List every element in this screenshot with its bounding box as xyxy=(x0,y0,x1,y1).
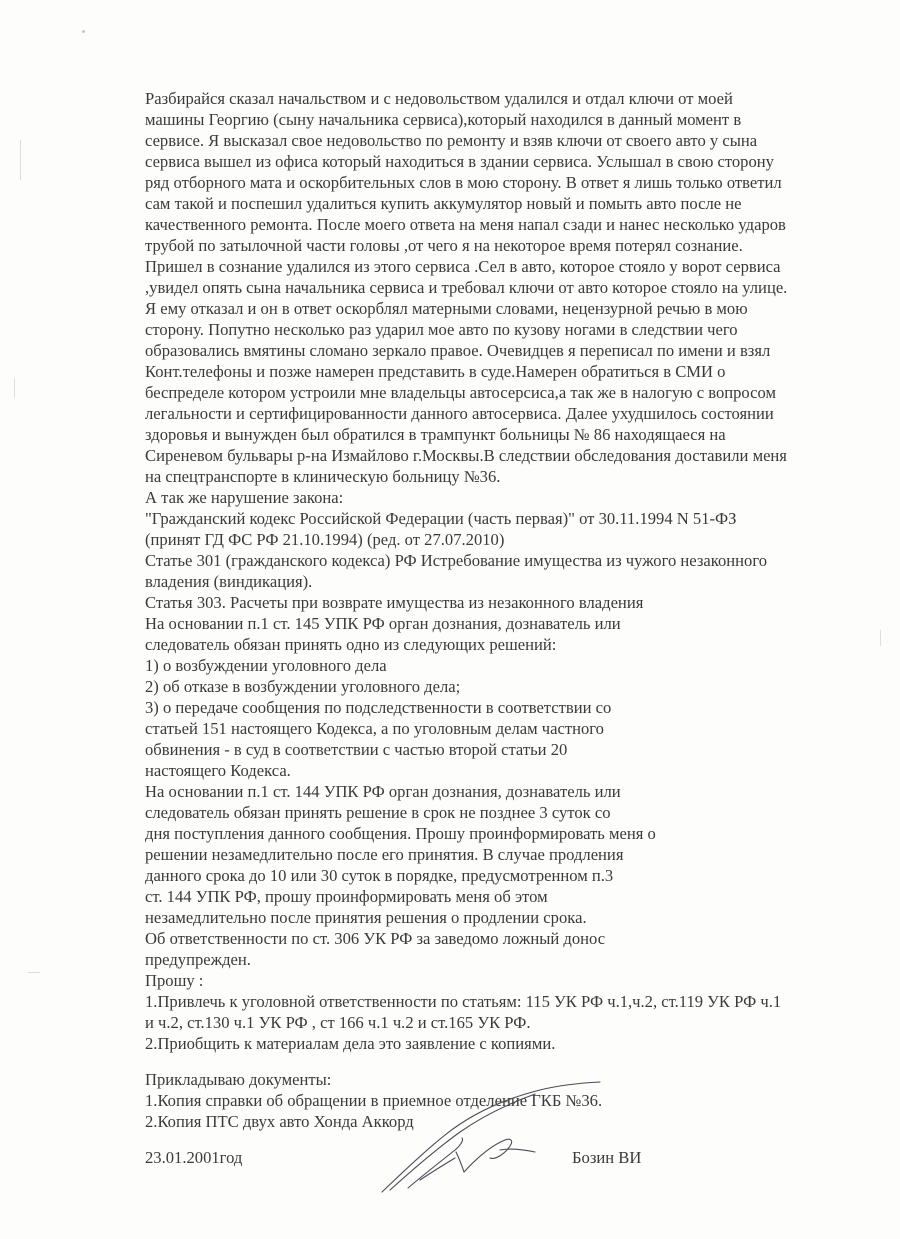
text-line: (принят ГД ФС РФ 21.10.1994) (ред. от 27.07.2010) xyxy=(145,530,505,549)
text-line: Статья 303. Расчеты при возврате имущества из незаконного владения xyxy=(145,593,644,612)
text-line: сам такой и поспешил удалиться купить аккумулятор новый и помыть авто после не xyxy=(145,194,742,213)
text-line: данного срока до 10 или 30 суток в порядке, предусмотренном п.3 xyxy=(145,866,614,885)
text-line: ,увидел опять сына начальника сервиса и требовал ключи от авто которое стояло на улице. xyxy=(145,278,788,297)
text-line: на спецтранспорте в клиническую больницу №36. xyxy=(145,467,501,486)
text-line: незамедлительно после принятия решения о продлении срока. xyxy=(145,908,587,927)
text-line: 2.Приобщить к материалам дела это заявление с копиями. xyxy=(145,1034,556,1053)
text-line: 2) об отказе в возбуждении уголовного дела; xyxy=(145,677,461,696)
handwritten-signature xyxy=(360,1080,660,1200)
scan-margin-mark xyxy=(14,378,15,398)
text-line: ряд отборного мата и оскорбительных слов в мою сторону. В ответ я лишь только ответил xyxy=(145,173,782,192)
text-line: предупрежден. xyxy=(145,950,251,969)
text-line: Конт.телефоны и позже намерен представить в суде.Намерен обратиться в СМИ о xyxy=(145,362,726,381)
text-line: образовались вмятины сломано зеркало правое. Очевидцев я переписал по имени и взял xyxy=(145,341,771,360)
text-line: владения (виндикация). xyxy=(145,572,313,591)
text-line: решении незамедлительно после его принятия. В случае продления xyxy=(145,845,624,864)
text-line: Пришел в сознание удалился из этого сервиса .Сел в авто, которое стояло у ворот сервиса xyxy=(145,257,781,276)
scan-margin-mark xyxy=(28,972,40,973)
text-line: настоящего Кодекса. xyxy=(145,761,291,780)
text-line: качественного ремонта. После моего ответа на меня напал сзади и нанес несколько ударов xyxy=(145,215,786,234)
text-line: здоровья и вынужден был обратился в трампункт больницы № 86 находящаеся на xyxy=(145,425,726,444)
text-line: сервиса вышел из офиса который находиться в здании сервиса. Услышал в свою сторону xyxy=(145,152,774,171)
scan-margin-mark xyxy=(20,140,21,180)
text-line: Прошу : xyxy=(145,971,204,990)
text-line: сторону. Попутно несколько раз ударил мое авто по кузову ногами в следствии чего xyxy=(145,320,738,339)
text-line: "Гражданский кодекс Российской Федерации (часть первая)" от 30.11.1994 N 51-ФЗ xyxy=(145,509,737,528)
text-line: статьей 151 настоящего Кодекса, а по уголовным делам частного xyxy=(145,719,604,738)
document-date: 23.01.2001год xyxy=(145,1148,243,1167)
text-line: Я ему отказал и он в ответ оскорблял матерными словами, нецензурной речью в мою xyxy=(145,299,748,318)
signer-name: Бозин ВИ xyxy=(572,1148,642,1167)
text-line: сервисе. Я высказал свое недовольство по ремонту и взяв ключи от своего авто у сына xyxy=(145,131,758,150)
text-line: Статье 301 (гражданского кодекса) РФ Истребование имущества из чужого незаконного xyxy=(145,551,768,570)
text-line: Об ответственности по ст. 306 УК РФ за заведомо ложный донос xyxy=(145,929,606,948)
text-line: машины Георгию (сыну начальника сервиса),который находился в данный момент в xyxy=(145,110,742,129)
text-line: А так же нарушение закона: xyxy=(145,488,344,507)
text-line: 1) о возбуждении уголовного дела xyxy=(145,656,387,675)
attachments-heading: Прикладываю документы: xyxy=(145,1070,332,1089)
text-line: На основании п.1 ст. 145 УПК РФ орган дознания, дознаватель или xyxy=(145,614,621,633)
text-line: легальности и сертифицированности данного автосервиса. Далее ухудшилось состоянии xyxy=(145,404,774,423)
scan-speck xyxy=(82,30,85,33)
text-line: и ч.2, ст.130 ч.1 УК РФ , ст 166 ч.1 ч.2 и ст.165 УК РФ. xyxy=(145,1013,531,1032)
scan-margin-mark xyxy=(880,630,881,646)
text-line: 1.Привлечь к уголовной ответственности по статьям: 115 УК РФ ч.1,ч.2, ст.119 УК РФ ч.1 xyxy=(145,992,782,1011)
text-line: обвинения - в суд в соответствии с частью второй статьи 20 xyxy=(145,740,568,759)
text-line: Сиреневом бульвары р-на Измайлово г.Москвы.В следствии обследования доставили меня xyxy=(145,446,787,465)
text-line: Разбирайся сказал начальством и с недовольством удалился и отдал ключи от моей xyxy=(145,89,733,108)
text-line: 3) о передаче сообщения по подследственности в соответствии со xyxy=(145,698,612,717)
text-line: беспределе котором устроили мне владельцы автосерсиса,а так же в налогую с вопросом xyxy=(145,383,776,402)
text-line: следователь обязан принять одно из следующих решений: xyxy=(145,635,557,654)
text-line: трубой по затылочной части головы ,от чего я на некоторое время потерял сознание. xyxy=(145,236,743,255)
attachment-item: 1.Копия справки об обращении в приемное отделение ГКБ №36. xyxy=(145,1091,603,1110)
text-line: ст. 144 УПК РФ, прошу проинформировать меня об этом xyxy=(145,887,548,906)
text-line: На основании п.1 ст. 144 УПК РФ орган дознания, дознаватель или xyxy=(145,782,621,801)
text-line: дня поступления данного сообщения. Прошу проинформировать меня о xyxy=(145,824,656,843)
attachment-item: 2.Копия ПТС двух авто Хонда Аккорд xyxy=(145,1112,414,1131)
text-line: следователь обязан принять решение в срок не позднее 3 суток со xyxy=(145,803,611,822)
